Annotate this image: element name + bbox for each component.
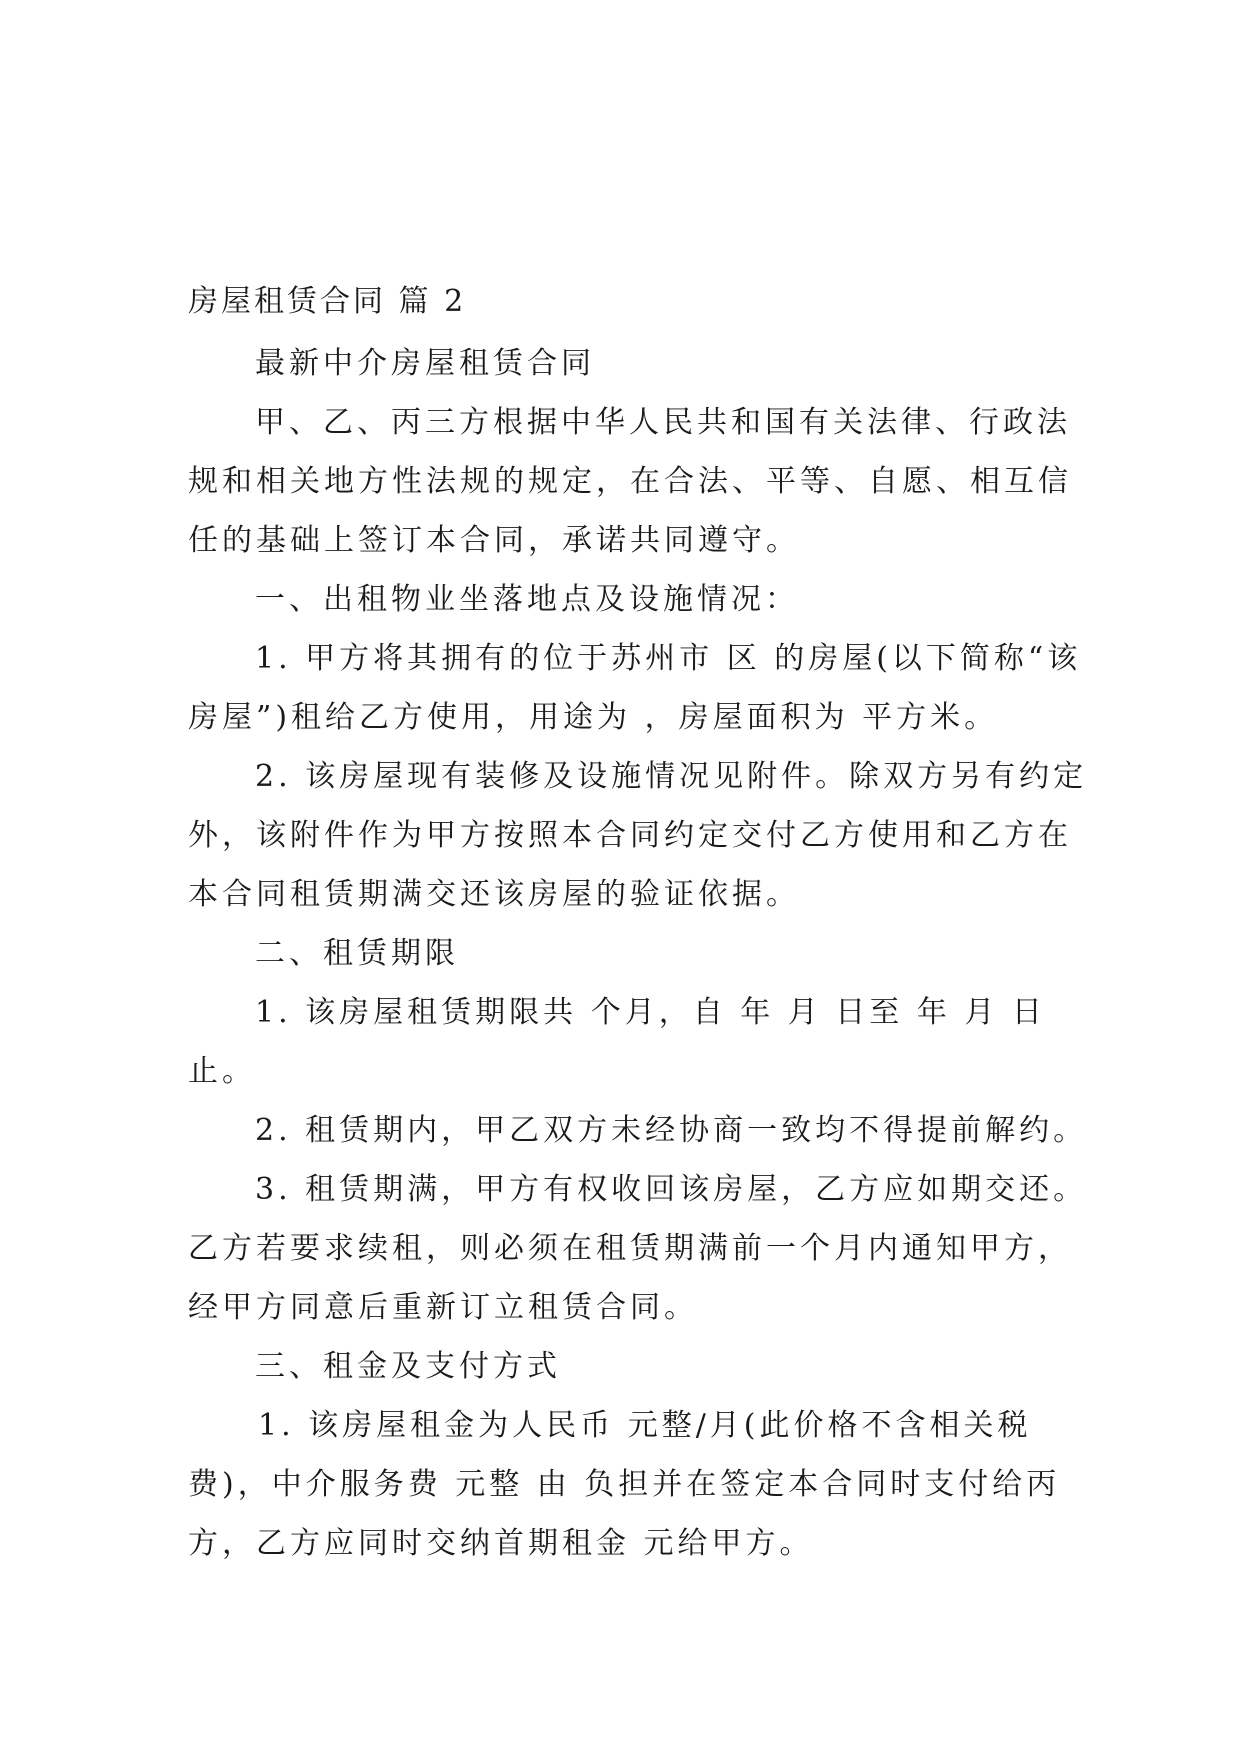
- paragraph-line: 1. 该房屋租金为人民币 元整/月(此价格不含相关税: [258, 1408, 1032, 1443]
- section-heading: 房屋租赁合同 篇 2: [188, 284, 467, 319]
- paragraph-line: 方，乙方应同时交纳首期租金 元给甲方。: [188, 1526, 814, 1561]
- contract-title: 最新中介房屋租赁合同: [255, 346, 595, 381]
- paragraph-line: 1. 甲方将其拥有的位于苏州市 区 的房屋(以下简称“该: [255, 641, 1082, 676]
- paragraph-line: 甲、乙、丙三方根据中华人民共和国有关法律、行政法: [255, 405, 1071, 440]
- paragraph-line: 1. 该房屋租赁期限共 个月，自 年 月 日至 年 月 日: [255, 995, 1046, 1030]
- paragraph-line: 止。: [188, 1054, 256, 1089]
- paragraph-line: 3. 租赁期满，甲方有权收回该房屋，乙方应如期交还。: [255, 1172, 1088, 1207]
- paragraph-line: 乙方若要求续租，则必须在租赁期满前一个月内通知甲方，: [188, 1231, 1072, 1266]
- paragraph-line: 任的基础上签订本合同，承诺共同遵守。: [188, 523, 800, 558]
- paragraph-line: 费)，中介服务费 元整 由 负担并在签定本合同时支付给丙: [188, 1467, 1061, 1502]
- paragraph-line: 本合同租赁期满交还该房屋的验证依据。: [188, 877, 800, 912]
- paragraph-line: 2. 该房屋现有装修及设施情况见附件。除双方另有约定: [255, 759, 1088, 794]
- paragraph-line: 规和相关地方性法规的规定，在合法、平等、自愿、相互信: [188, 464, 1072, 499]
- paragraph-line: 房屋”)租给乙方使用，用途为 ，房屋面积为 平方米。: [188, 700, 999, 735]
- clause-heading: 三、租金及支付方式: [255, 1349, 561, 1384]
- paragraph-line: 经甲方同意后重新订立租赁合同。: [188, 1290, 698, 1325]
- paragraph-line: 外，该附件作为甲方按照本合同约定交付乙方使用和乙方在: [188, 818, 1072, 853]
- clause-heading: 一、出租物业坐落地点及设施情况：: [255, 582, 799, 617]
- clause-heading: 二、租赁期限: [255, 936, 459, 971]
- paragraph-line: 2. 租赁期内，甲乙双方未经协商一致均不得提前解约。: [255, 1113, 1088, 1148]
